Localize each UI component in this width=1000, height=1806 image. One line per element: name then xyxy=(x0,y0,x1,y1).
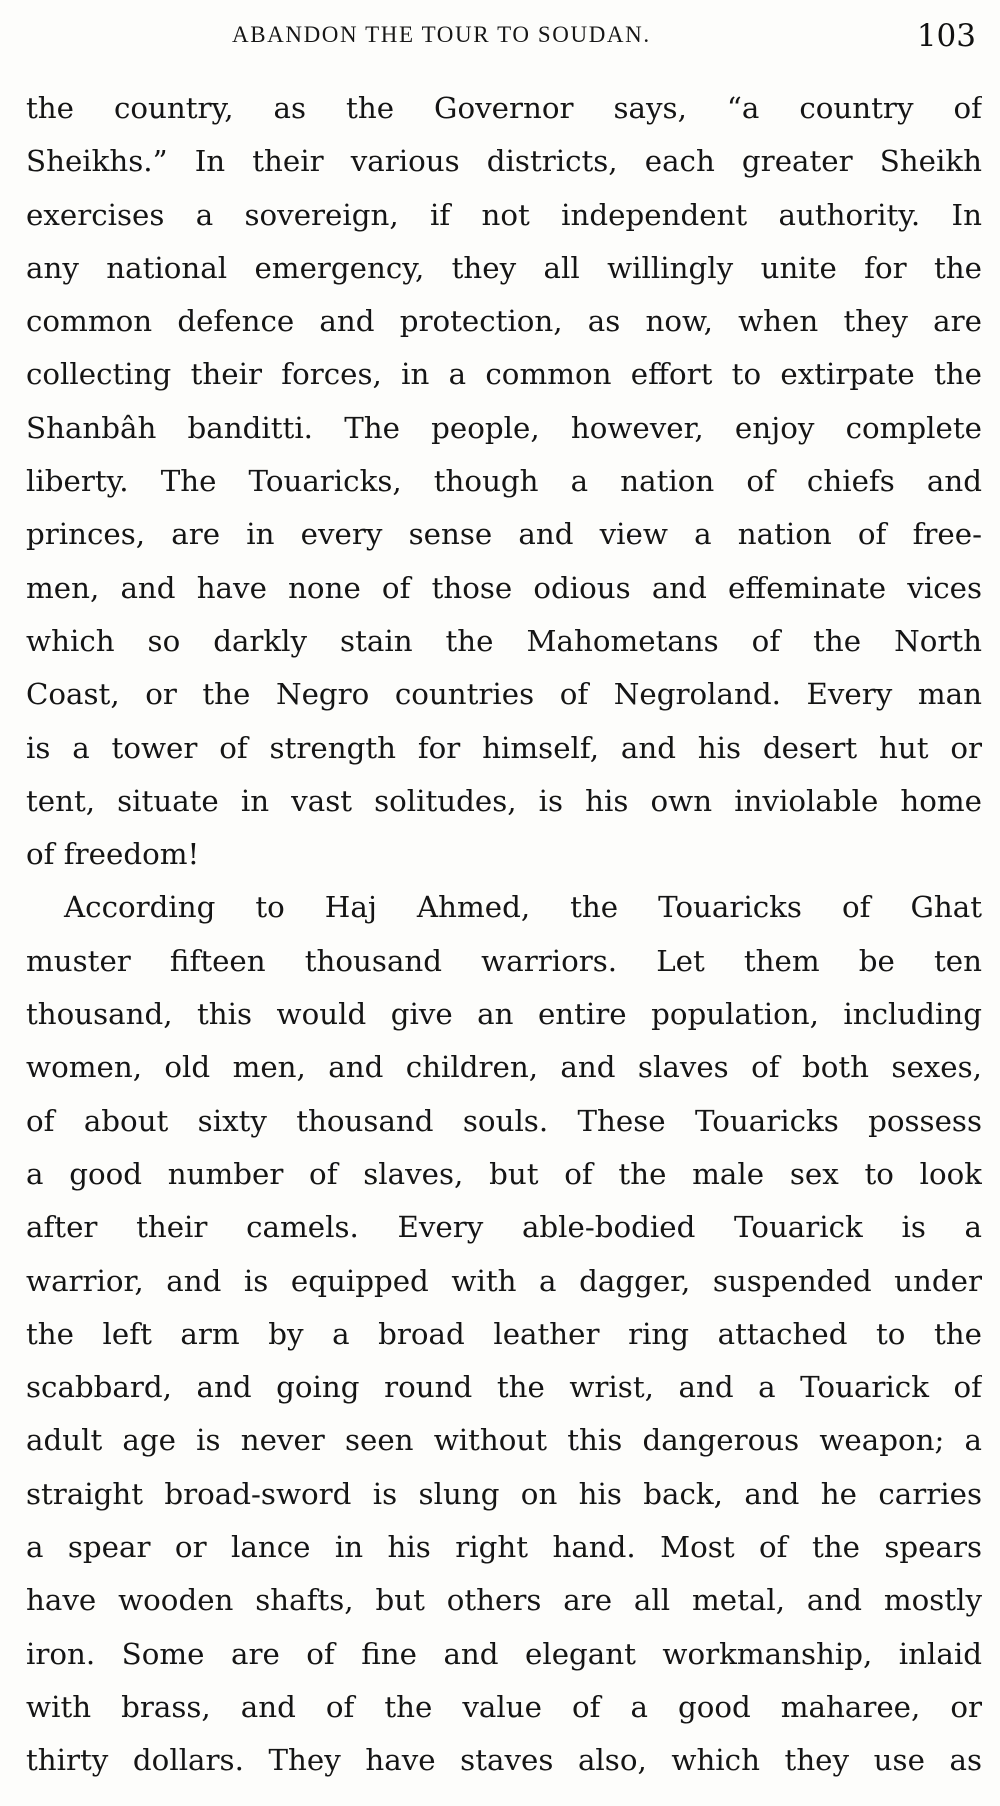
text-line: of about sixty thousand souls. These Touaricks possess xyxy=(26,1103,982,1138)
text-line: is a tower of strength for himself, and his desert hut or xyxy=(26,730,982,765)
text-line: adult age is never seen without this dangerous weapon; a xyxy=(26,1423,982,1458)
text-line: a good number of slaves, but of the male sex to look xyxy=(26,1156,982,1191)
text-line: iron. Some are of fine and elegant workmanship, inlaid xyxy=(26,1636,982,1671)
text-line: common defence and protection, as now, when they are xyxy=(26,304,982,339)
text-line: Sheikhs.” In their various districts, each greater Sheikh xyxy=(26,144,982,179)
paragraph-start-line: According to Haj Ahmed, the Touaricks of Ghat xyxy=(64,890,982,925)
paragraph-end-line: of freedom! xyxy=(26,837,200,872)
text-line: with brass, and of the value of a good maharee, or xyxy=(26,1689,982,1724)
text-line: men, and have none of those odious and effeminate vices xyxy=(26,570,982,605)
body-text xyxy=(26,82,982,1788)
text-line: exercises a sovereign, if not independent authority. In xyxy=(26,197,982,232)
text-line: the country, as the Governor says, “a country of xyxy=(26,91,982,125)
text-line: after their camels. Every able-bodied Touarick is a xyxy=(26,1210,982,1245)
text-line: muster fifteen thousand warriors. Let them be ten xyxy=(26,943,982,978)
text-line: a spear or lance in his right hand. Most of the spears xyxy=(26,1530,982,1565)
text-line: princes, are in every sense and view a nation of free- xyxy=(26,517,982,552)
text-line: thousand, this would give an entire population, including xyxy=(26,997,982,1032)
text-line: liberty. The Touaricks, though a nation of chiefs and xyxy=(26,464,982,499)
running-title: ABANDON THE TOUR TO SOUDAN. xyxy=(232,22,651,47)
text-line: which so darkly stain the Mahometans of the North xyxy=(26,623,982,658)
text-line: warrior, and is equipped with a dagger, suspended under xyxy=(26,1263,982,1298)
text-line: Coast, or the Negro countries of Negroland. Every man xyxy=(26,677,982,712)
text-line: collecting their forces, in a common effort to extirpate the xyxy=(26,357,982,392)
text-line: have wooden shafts, but others are all metal, and mostly xyxy=(26,1583,982,1618)
text-line: scabbard, and going round the wrist, and a Touarick of xyxy=(26,1370,982,1405)
page-number: 103 xyxy=(916,18,976,54)
text-line: the left arm by a broad leather ring attached to the xyxy=(26,1316,982,1351)
running-head xyxy=(26,18,986,58)
text-line: women, old men, and children, and slaves of both sexes, xyxy=(26,1050,982,1085)
text-line: Shanbâh banditti. The people, however, enjoy complete xyxy=(26,410,982,445)
text-line: straight broad-sword is slung on his back, and he carries xyxy=(26,1476,982,1511)
text-line: any national emergency, they all willingly unite for the xyxy=(26,250,982,285)
text-line: thirty dollars. They have staves also, which they use as xyxy=(26,1743,982,1778)
text-line: tent, situate in vast solitudes, is his own inviolable home xyxy=(26,783,982,818)
